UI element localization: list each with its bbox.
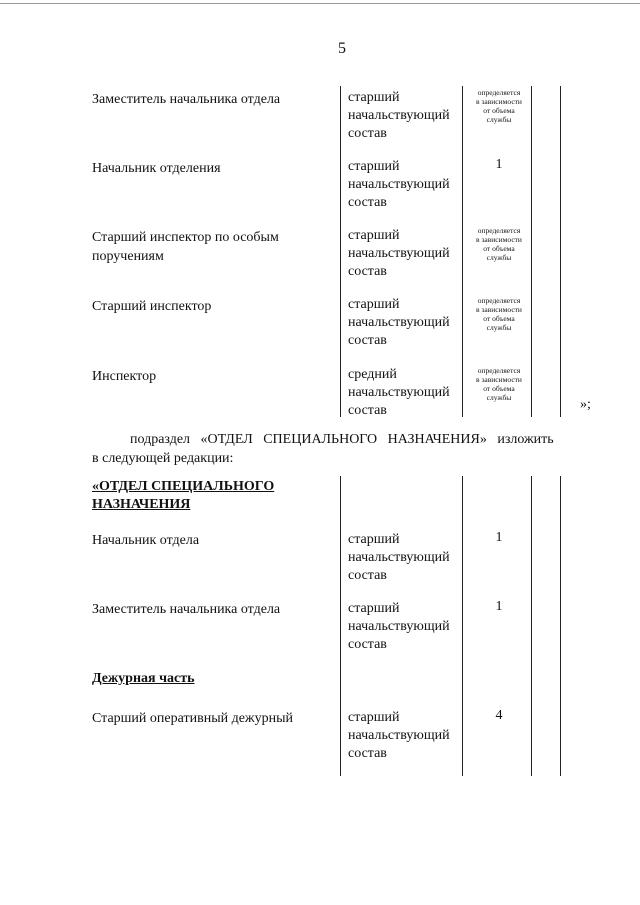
table1-row4-position: Старший инспектор	[92, 299, 212, 314]
table2-row1-position: Начальник отдела	[92, 533, 200, 548]
instruction-paragraph: подраздел «ОТДЕЛ СПЕЦИАЛЬНОГО НАЗНАЧЕНИЯ» изложить в следующей редакции:	[92, 432, 554, 466]
table1-divider-1	[340, 86, 341, 417]
table2-row2-category: старший начальствующий состав	[348, 601, 450, 652]
table1-row1-position: Заместитель начальника отдела	[92, 92, 281, 107]
table1-row2-count: 1	[495, 157, 503, 172]
table1-row1-category: старший начальствующий состав	[348, 90, 450, 141]
table1-row1-count: определяется в зависимости от объема службы	[476, 88, 522, 124]
table2-row3-category: старший начальствующий состав	[348, 710, 450, 761]
table1-row5-category: средний начальствующий состав	[348, 367, 450, 418]
table2-divider-2	[462, 476, 463, 776]
table1-divider-4	[560, 86, 561, 417]
table2-row2-position: Заместитель начальника отдела	[92, 602, 281, 617]
table1-row3-count: определяется в зависимости от объема службы	[476, 226, 522, 262]
table2-divider-4	[560, 476, 561, 776]
table1-row5-count: определяется в зависимости от объема службы	[476, 366, 522, 402]
top-rule	[0, 3, 640, 4]
table2-row3-count: 4	[495, 708, 503, 723]
table1-row5-position: Инспектор	[92, 369, 157, 384]
table1-divider-2	[462, 86, 463, 417]
table2-row2-count: 1	[495, 599, 503, 614]
table2-row1-category: старший начальствующий состав	[348, 532, 450, 583]
table2-divider-1	[340, 476, 341, 776]
table2-row1-count: 1	[495, 530, 503, 545]
table2-divider-3	[531, 476, 532, 776]
table1-row3-position: Старший инспектор по особым поручениям	[92, 230, 279, 264]
page-number: 5	[338, 40, 346, 57]
table1-row4-count: определяется в зависимости от объема службы	[476, 296, 522, 332]
table2-row3-position: Старший оперативный дежурный	[92, 711, 293, 726]
table1-row4-category: старший начальствующий состав	[348, 297, 450, 348]
section-title: «ОТДЕЛ СПЕЦИАЛЬНОГО НАЗНАЧЕНИЯ	[92, 479, 275, 512]
table1-row2-category: старший начальствующий состав	[348, 159, 450, 210]
table1-row2-position: Начальник отделения	[92, 161, 221, 176]
subsection-title: Дежурная часть	[92, 671, 195, 686]
table1-row3-category: старший начальствующий состав	[348, 228, 450, 279]
closing-quote: »;	[580, 397, 591, 412]
